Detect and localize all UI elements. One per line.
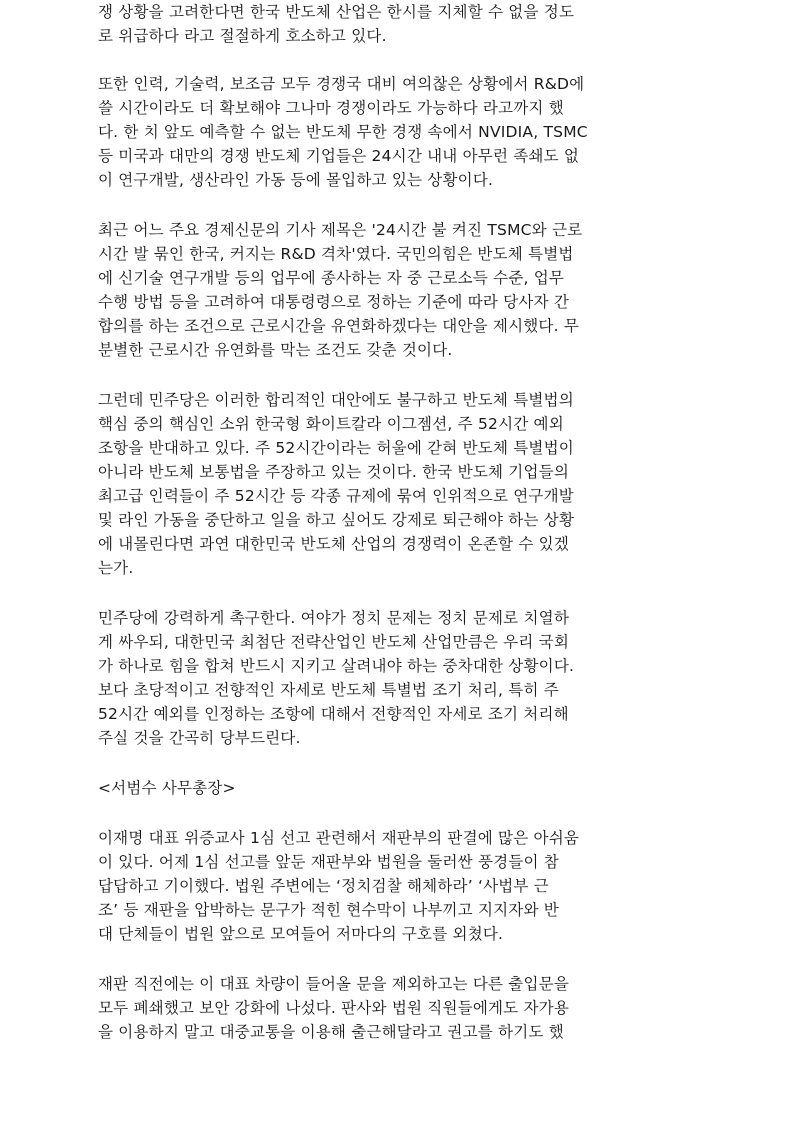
text-line: 그런데 민주당은 이러한 합리적인 대안에도 불구하고 반도체 특별법의 (98, 391, 574, 409)
text-line: <서범수 사무총장> (98, 779, 236, 797)
text-line: 시간 발 묶인 한국, 커지는 R&D 격차'였다. 국민의힘은 반도체 특별법 (98, 245, 574, 263)
text-line: 모두 폐쇄했고 보안 강화에 나섰다. 판사와 법원 직원들에게도 자가용 (98, 999, 569, 1017)
text-line: 보다 초당적이고 전향적인 자세로 반도체 특별법 조기 처리, 특히 주 (98, 681, 559, 699)
text-line: 쓸 시간이라도 더 확보해야 그나마 경쟁이라도 가능하다 라고까지 했 (98, 99, 564, 117)
text-line: 민주당에 강력하게 촉구한다. 여야가 정치 문제는 정치 문제로 치열하 (98, 609, 569, 627)
text-line: 쟁 상황을 고려한다면 한국 반도체 산업은 한시를 지체할 수 없을 정도 (98, 3, 575, 21)
text-line: 수행 방법 등을 고려하여 대통령령으로 정하는 기준에 따라 당사자 간 (98, 293, 569, 311)
text-line: 또한 인력, 기술력, 보조금 모두 경쟁국 대비 여의찮은 상황에서 R&D에 (98, 75, 585, 93)
text-line: 아니라 반도체 보통법을 주장하고 있는 것이다. 한국 반도체 기업들의 (98, 463, 569, 481)
text-line: 게 싸우되, 대한민국 최첨단 전략산업인 반도체 산업만큼은 우리 국회 (98, 633, 569, 651)
text-line: 답답하고 기이했다. 법원 주변에는 ‘정치검찰 해체하라’ ‘사법부 근 (98, 877, 549, 895)
text-line: 을 이용하지 말고 대중교통을 이용해 출근해달라고 권고를 하기도 했 (98, 1023, 564, 1041)
text-line: 는가. (98, 559, 134, 577)
text-line: 에 신기술 연구개발 등의 업무에 종사하는 자 중 근로소득 수준, 업무 (98, 269, 565, 287)
text-line: 52시간 예외를 인정하는 조항에 대해서 전향적인 자세로 조기 처리해 (98, 705, 569, 723)
text-line: 이재명 대표 위증교사 1심 선고 관련해서 재판부의 판결에 많은 아쉬움 (98, 829, 580, 847)
text-line: 및 라인 가동을 중단하고 일을 하고 싶어도 강제로 퇴근해야 하는 상황 (98, 511, 575, 529)
text-line: 이 연구개발, 생산라인 가동 등에 몰입하고 있는 상황이다. (98, 171, 494, 189)
text-line: 대 단체들이 법원 앞으로 모여들어 저마다의 구호를 외쳤다. (98, 925, 504, 943)
text-line: 가 하나로 힘을 합쳐 반드시 지키고 살려내야 하는 중차대한 상황이다. (98, 657, 575, 675)
text-line: 에 내몰린다면 과연 대한민국 반도체 산업의 경쟁력이 온존할 수 있겠 (98, 535, 569, 553)
text-line: 분별한 근로시간 유연화를 막는 조건도 갖춘 것이다. (98, 341, 453, 359)
text-line: 등 미국과 대만의 경쟁 반도체 기업들은 24시간 내내 아무런 족쇄도 없 (98, 147, 580, 165)
text-line: 이 있다. 어제 1심 선고를 앞둔 재판부와 법원을 둘러싼 풍경들이 참 (98, 853, 559, 871)
text-line: 최고급 인력들이 주 52시간 등 각종 규제에 묶여 인위적으로 연구개발 (98, 487, 574, 505)
text-line: 로 위급하다 라고 절절하게 호소하고 있다. (98, 27, 387, 45)
text-line: 주실 것을 간곡히 당부드린다. (98, 729, 301, 747)
text-line: 재판 직전에는 이 대표 차량이 들어올 문을 제외하고는 다른 출입문을 (98, 975, 569, 993)
text-line: 다. 한 치 앞도 예측할 수 없는 반도체 무한 경쟁 속에서 NVIDIA, TSMC (98, 123, 588, 141)
text-line: 최근 어느 주요 경제신문의 기사 제목은 '24시간 불 켜진 TSMC와 근로 (98, 221, 583, 239)
text-line: 합의를 하는 조건으로 근로시간을 유연화하겠다는 대안을 제시했다. 무 (98, 317, 580, 335)
text-line: 조항을 반대하고 있다. 주 52시간이라는 허울에 갇혀 반도체 특별법이 (98, 439, 574, 457)
text-line: 핵심 중의 핵심인 소위 한국형 화이트칼라 이그젬션, 주 52시간 예외 (98, 415, 564, 433)
text-line: 조’ 등 재판을 압박하는 문구가 적힌 현수막이 나부끼고 지지자와 반 (98, 901, 559, 919)
